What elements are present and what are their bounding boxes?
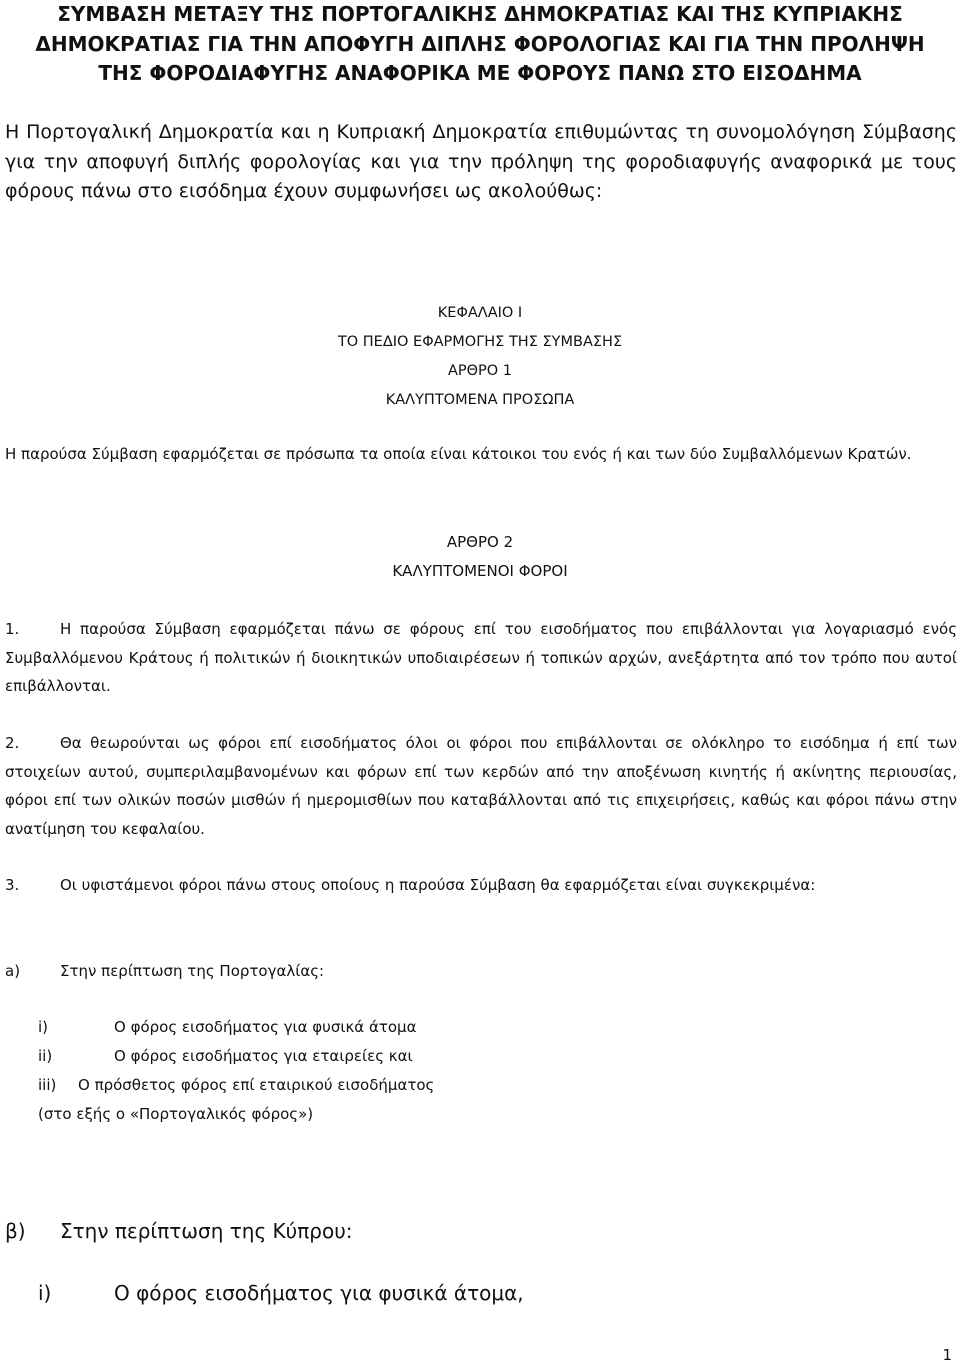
preamble: Η Πορτογαλική Δημοκρατία και η Κυπριακή Δημοκρατία επιθυμώντας τη συνομολόγηση Σύμβασης για την αποφυγή διπλής φορολογίας και για την πρόληψη της φοροδιαφυγής αναφορικά με τους φόρους πάνω στο εισόδημα έχουν συμφωνήσει ως ακολούθως: [5,121,957,202]
list-label: a) [5,962,21,980]
portugal-tax-item [38,1071,434,1100]
article-2-heading: ΑΡΘΡΟ 2 [446,533,514,551]
paragraph-number: 1. [5,620,20,638]
paragraph-text: Οι υφιστάμενοι φόροι πάνω στους οποίους η παρούσα Σύμβαση θα εφαρμόζεται είναι συγκεκριμένα: [60,876,816,894]
list-text: Στην περίπτωση της Κύπρου: [60,1219,353,1243]
document-title: ΣΥΜΒΑΣΗ ΜΕΤΑΞΥ ΤΗΣ ΠΟΡΤΟΓΑΛΙΚΗΣ ΔΗΜΟΚΡΑΤΙΑΣ ΚΑΙ ΤΗΣ ΚΥΠΡΙΑΚΗΣ ΔΗΜΟΚΡΑΤΙΑΣ ΓΙΑ ΤΗΝ ΑΠΟΦΥΓΗ ΔΙΠΛΗΣ ΦΟΡΟΛΟΓΙΑΣ ΚΑΙ ΓΙΑ ΤΗΝ ΠΡΟΛΗΨΗ ΤΗΣ ΦΟΡΟΔΙΑΦΥΓΗΣ ΑΝΑΦΟΡΙΚΑ ΜΕ ΦΟΡΟΥΣ ΠΑΝΩ ΣΤΟ ΕΙΣΟΔΗΜΑ [35,2,925,85]
article-2-paragraph-2 [5,729,957,843]
list-label: i) [38,1018,49,1036]
chapter-subheading: ΤΟ ΠΕΔΙΟ ΕΦΑΡΜΟΓΗΣ ΤΗΣ ΣΥΜΒΑΣΗΣ [337,334,623,350]
cyprus-tax-item [38,1278,524,1308]
list-text: Ο φόρος εισοδήματος για εταιρείες και [114,1047,413,1065]
list-label: i) [38,1281,52,1305]
portugal-tax-note: (στο εξής ο «Πορτογαλικός φόρος») [38,1105,314,1123]
page-number: 1 [942,1346,952,1364]
article-2-paragraph-3 [5,871,957,900]
list-text: Ο φόρος εισοδήματος για φυσικά άτομα, [114,1281,524,1305]
article-1-heading: ΑΡΘΡΟ 1 [447,363,513,379]
paragraph-text: Η παρούσα Σύμβαση εφαρμόζεται πάνω σε φόρους επί του εισοδήματος που επιβάλλονται για λογαριασμό ενός Συμβαλλόμενου Κράτους ή πολιτικών ή διοικητικών υποδιαιρέσεων ή τοπικών αρχών, ανεξάρτητα από τον τρόπο που αυτοί επιβάλλονται. [5,620,957,695]
paragraph-number: 2. [5,734,20,752]
list-text: Στην περίπτωση της Πορτογαλίας: [60,962,325,980]
list-text: Ο φόρος εισοδήματος για φυσικά άτομα [114,1018,417,1036]
article-2-subheading: ΚΑΛΥΠΤΟΜΕΝΟΙ ΦΟΡΟΙ [392,562,568,580]
portugal-tax-item [38,1042,413,1071]
paragraph-number: 3. [5,876,20,894]
list-item-a [5,957,324,986]
list-item-b [5,1216,353,1246]
article-2-paragraph-1 [5,615,957,701]
article-1-text: Η παρούσα Σύμβαση εφαρμόζεται σε πρόσωπα τα οποία είναι κάτοικοι του ενός ή και των δύο Συμβαλλόμενων Κρατών. [5,445,912,463]
list-label: β) [5,1219,26,1243]
paragraph-text: Θα θεωρούνται ως φόροι επί εισοδήματος όλοι οι φόροι που επιβάλλονται σε ολόκληρο το εισόδημα ή επί των στοιχείων αυτού, συμπεριλαμβανομένων και φόρων επί των κερδών από την αποξένωση κινητής ή ακίνητης περιουσίας, φόροι επί των ολικών ποσών μισθών ή ημερομισθίων που καταβάλλονται από τις επιχειρήσεις, καθώς και φόροι πάνω στην ανατίμηση του κεφαλαίου. [5,734,957,838]
list-text: Ο πρόσθετος φόρος επί εταιρικού εισοδήματος [78,1076,435,1094]
chapter-heading-block [0,299,960,415]
chapter-heading: ΚΕΦΑΛΑΙΟ Ι [437,305,523,321]
article-2-heading-block [0,528,960,586]
list-label: iii) [38,1076,57,1094]
article-1-subheading: ΚΑΛΥΠΤΟΜΕΝΑ ΠΡΟΣΩΠΑ [385,392,575,408]
portugal-tax-item [38,1013,416,1042]
list-label: ii) [38,1047,53,1065]
